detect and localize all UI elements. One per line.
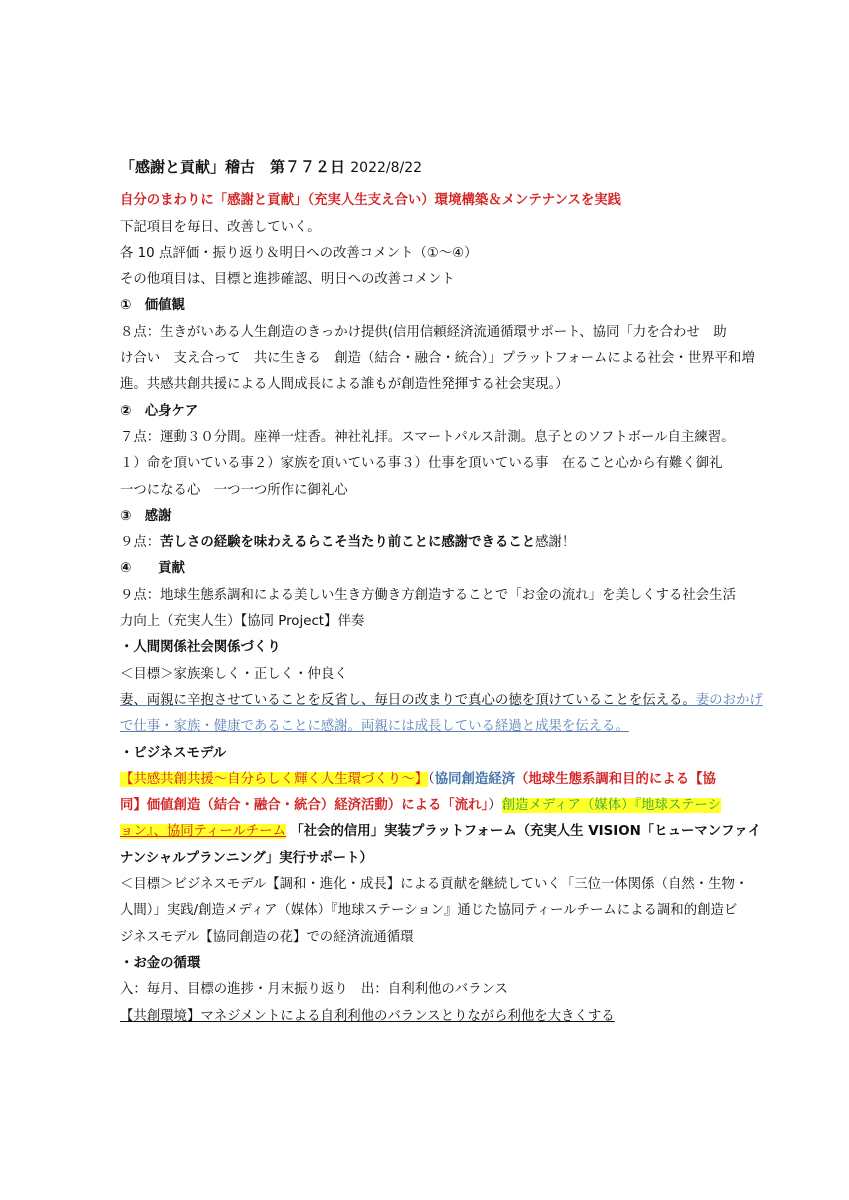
section-gratitude-heading: ③ 感謝 — [120, 508, 172, 524]
gratitude-emphasis: 苦しさの経験を味わえるらこそ当たり前ことに感謝できること — [160, 535, 536, 551]
business-goal-line: 人間）」実践/創造メディア（媒体）『地球ステーション』通じた協同ティールチームによる調和的創造ビ — [120, 903, 738, 919]
business-line-1 — [120, 767, 740, 793]
relationships-text-blue: 妻のおかげ — [695, 692, 763, 708]
section-gratitude-line — [120, 530, 740, 556]
business-line-2 — [120, 793, 740, 819]
intro-line-1: 下記項目を毎日、改善していく。 — [120, 219, 321, 235]
date: 2022/8/22 — [350, 160, 423, 176]
paren-open: （ — [427, 771, 435, 787]
highlight-green-text: 創造メディア（媒体）『地球ステーシ — [501, 798, 721, 814]
relationships-goal: ＜目標＞家族楽しく・正しく・仲良く — [120, 666, 348, 682]
document-body — [120, 154, 763, 1030]
gratitude-score: ９点： — [120, 535, 161, 551]
section-contribution-line: 力向上（充実人生）【協同 Project】伴奏 — [120, 614, 365, 630]
headline: 自分のまわりに「感謝と貢献」（充実人生支え合い）環境構築＆メンテナンスを実践 — [120, 193, 622, 209]
red-bold-text: （地球生態系調和目的による【協 — [515, 771, 716, 787]
section-care-line: ７点：運動３０分間。座禅一炷香。神社礼拝。スマートパルス計測。息子とのソフトボール自主練習。 — [120, 429, 735, 445]
business-line-4: ナンシャルプランニング」実行サポート） — [120, 850, 373, 866]
red-bold-text: 同】価値創造（結合・融合・統合）経済活動）による「流れ」 — [120, 798, 489, 814]
money-heading: ・お金の循環 — [120, 955, 201, 971]
relationships-line — [120, 714, 740, 740]
section-contribution-line: ９点：地球生態系調和による美しい生き方働き方創造することで「お金の流れ」を美しくする社会生活 — [120, 587, 736, 603]
intro-line-3: その他項目は、目標と進捗確認、明日への改善コメント — [120, 272, 455, 288]
section-care-line: 一つになる心 一つ一つ所作に御礼心 — [120, 482, 348, 498]
relationships-heading: ・人間関係社会関係づくり — [120, 640, 281, 656]
business-line-3 — [120, 819, 762, 845]
business-goal-line: ジネスモデル【協同創造の花】での経済流通循環 — [120, 929, 414, 945]
paren-close: ） — [488, 798, 502, 814]
section-care-line: １）命を頂いている事２）家族を頂いている事３）仕事を頂いている事 在ること心から有難く御礼 — [120, 456, 723, 472]
business-goal-line: ＜目標＞ビジネスモデル【調和・進化・成長】による貢献を継続していく「三位一体関係（自然・生物・ — [120, 877, 749, 893]
highlight-team-text: ョン』、協同ティールチーム — [120, 824, 287, 840]
money-line: 入：毎月、目標の進捗・月末振り返り 出：自利利他のバランス — [120, 982, 508, 998]
relationships-text: 妻、両親に辛抱させていることを反省し、毎日の改まりで真心の徳を頂けていることを伝える。 — [120, 692, 696, 708]
highlight-red-text: 【共感共創共援～自分らしく輝く人生環づくり～】 — [120, 771, 428, 787]
money-line-underlined: 【共創環境】マネジメントによる自利利他のバランスとりながら利他を大きくする — [120, 1008, 615, 1024]
section-care-heading: ② 心身ケア — [120, 403, 199, 419]
gratitude-suffix: 感謝！ — [535, 535, 576, 551]
section-contribution-heading: ④ 貢献 — [120, 561, 185, 577]
platform-text: 「社会的信用」実装プラットフォーム（充実人生 VISION「ヒューマンファイ — [290, 824, 762, 840]
page-title — [120, 154, 740, 180]
section-values-line: け合い 支え合って 共に生きる 創造（結合・融合・統合）」プラットフォームによる社会・世界平和増 — [120, 351, 755, 367]
intro-line-2: 各 10 点評価・振り返り＆明日への改善コメント（①～④） — [120, 245, 478, 261]
section-values-heading: ① 価値観 — [120, 298, 185, 314]
title-text: 「感謝と貢献」稽古 第７７２日 — [120, 158, 346, 176]
section-values-line: ８点：生きがいある人生創造のきっかけ提供(信用信頼経済流通循環サポート、協同「力を合わせ 助 — [120, 324, 727, 340]
cooperative-economy: 協同創造経済 — [434, 771, 516, 787]
relationships-text-blue: で仕事・家族・健康であることに感謝。両親には成長している経過と成果を伝える。 — [120, 719, 629, 735]
business-heading: ・ビジネスモデル — [120, 745, 227, 761]
relationships-line — [120, 688, 763, 714]
section-values-line: 進。共感共創共援による人間成長による誰もが創造性発揮する社会実現。） — [120, 377, 569, 393]
